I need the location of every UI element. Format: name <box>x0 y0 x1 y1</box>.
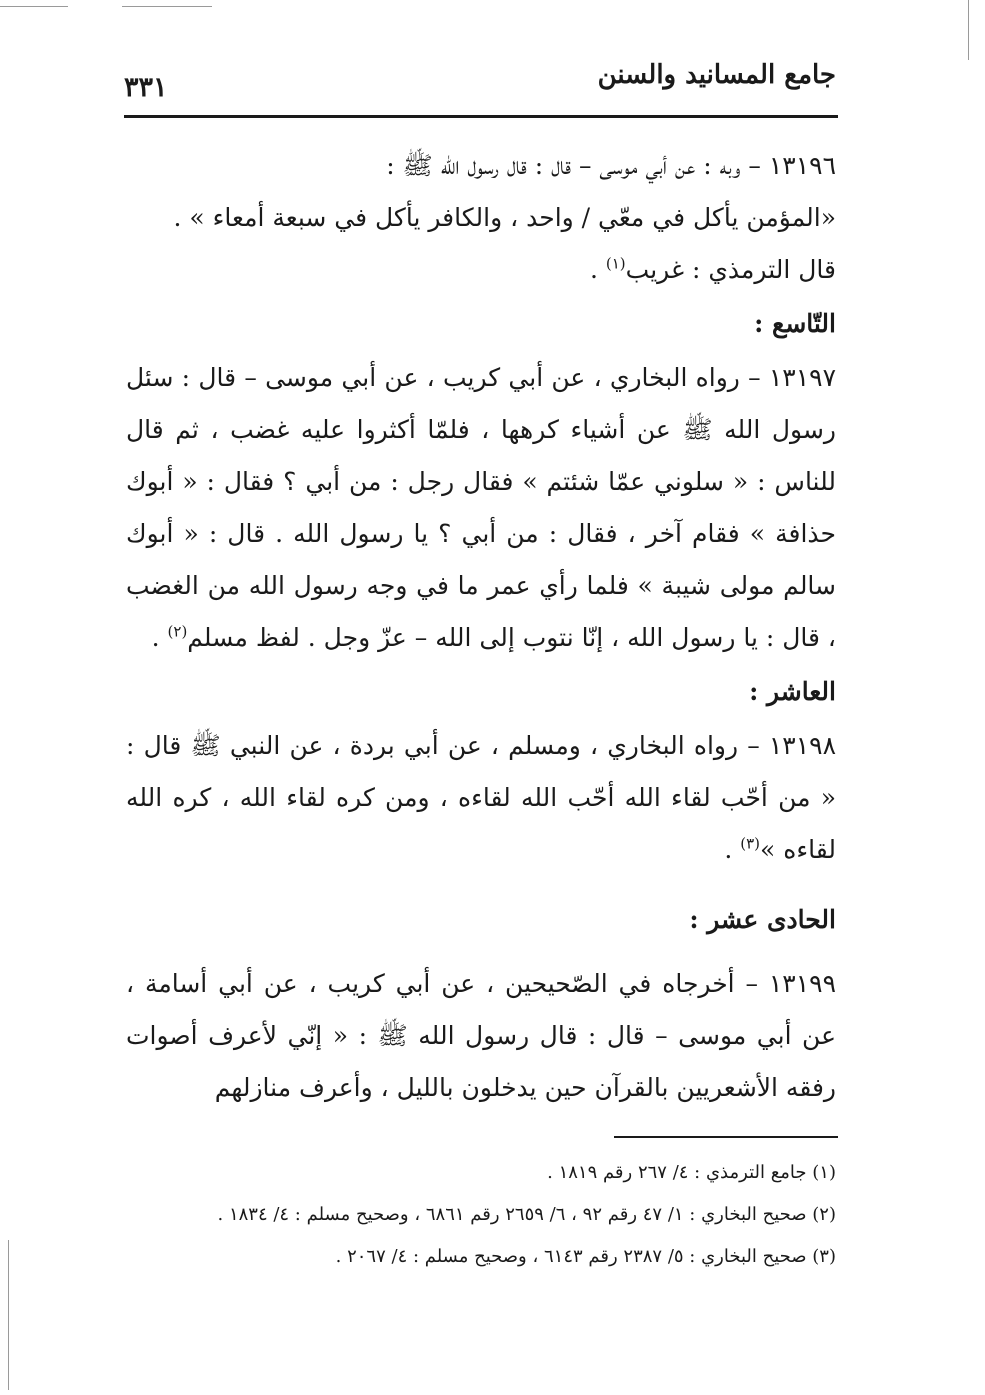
page-number: ٣٣١ <box>124 72 168 103</box>
footnote-rule <box>614 1136 838 1138</box>
hadith-13197 <box>126 352 836 664</box>
tirmidhi-note: قال الترمذي : غريب <box>625 255 836 284</box>
hadith-13196-line2: «المؤمن يأكل في معّي / واحد ، والكافر يأكل في سبعة أمعاء » . <box>173 203 836 232</box>
hadith-13197-end: . <box>151 623 168 652</box>
page-body <box>126 140 836 1114</box>
note-end: . <box>589 255 606 284</box>
scan-artifact-line <box>122 6 212 7</box>
scan-artifact-line <box>8 1240 9 1390</box>
hadith-13199-text: ١٣١٩٩ – أخرجاه في الصّحيحين ، عن أبي كريب ، عن أبي أسامة ، عن أبي موسى – قال : قال رسول الله ﷺ : « إنّي لأعرف أصوات رفقه الأشعريين بالقرآن حين يدخلون بالليل ، وأعرف منازلهم <box>126 969 836 1102</box>
hadith-13196-line1: ١٣١٩٦ – وبه : عن أبي موسى – قال : قال رسول الله ﷺ : <box>386 151 836 180</box>
hadith-13198 <box>126 720 836 876</box>
hadith-13199 <box>126 958 836 1114</box>
hadith-13197-text: ١٣١٩٧ – رواه البخاري ، عن أبي كريب ، عن أبي موسى – قال : سئل رسول الله ﷺ عن أشياء كرهها ، فلمّا أكثروا عليه غضب ، ثم قال للناس : « سلوني عمّا شئتم » فقال رجل : من أبي ؟ فقال : « أبوك حذافة » فقام آخر ، فقال : من أبي ؟ يا رسول الله . قال : « أبوك سالم مولى شيبة » فلما رأي عمر ما في وجه رسول الله من الغضب ، قال : يا رسول الله ، إنّا نتوب إلى الله – عزّ وجل . لفظ مسلم <box>126 363 836 652</box>
hadith-13198-end: . <box>724 835 741 864</box>
footnotes <box>126 1152 836 1278</box>
heading-eleventh: الحادى عشر : <box>689 905 836 934</box>
heading-ninth: التّاسع : <box>754 309 836 338</box>
footnote-2: (٢) صحيح البخاري : ١/ ٤٧ رقم ٩٢ ، ٦/ ٢٦٥٩ رقم ٦٨٦١ ، وصحيح مسلم : ٤/ ١٨٣٤ . <box>217 1204 836 1225</box>
heading-tenth: العاشر : <box>749 677 836 706</box>
footnote-ref-1: (١) <box>605 254 626 273</box>
footnote-ref-3: (٣) <box>740 834 761 853</box>
scan-artifact-line <box>968 0 969 60</box>
book-title: جامع المسانيد والسنن <box>597 60 836 90</box>
hadith-13198-text: ١٣١٩٨ – رواه البخاري ، ومسلم ، عن أبي بردة ، عن النبي ﷺ قال : « من أحّب لقاء الله أحّب الله لقاءه ، ومن كره لقاء الله ، كره الله لقاءه » <box>126 731 836 864</box>
header-rule <box>124 115 838 118</box>
footnote-3: (٣) صحيح البخاري : ٥/ ٢٣٨٧ رقم ٦١٤٣ ، وصحيح مسلم : ٤/ ٢٠٦٧ . <box>335 1246 836 1267</box>
page-header <box>124 60 836 116</box>
footnote-ref-2: (٢) <box>167 622 188 641</box>
hadith-13196 <box>126 140 836 296</box>
footnote-1: (١) جامع الترمذي : ٤/ ٢٦٧ رقم ١٨١٩ . <box>547 1162 836 1183</box>
scan-artifact-line <box>0 6 68 7</box>
